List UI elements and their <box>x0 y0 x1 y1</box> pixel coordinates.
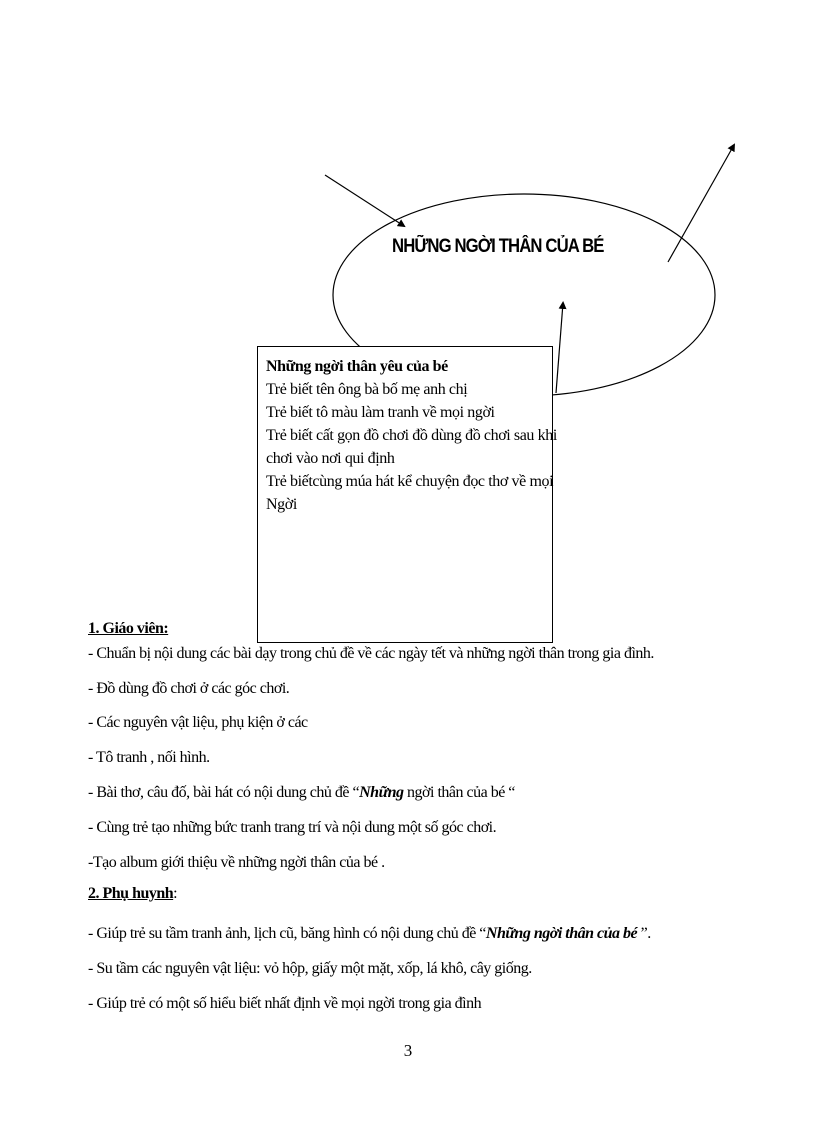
goal-line: Trẻ biết tô màu làm tranh về mọi ngời <box>266 404 495 421</box>
teacher-heading: 1. Giáo viên: <box>88 620 169 637</box>
teacher-item: - Tô tranh , nối hình. <box>88 749 210 766</box>
parents-item: - Giúp trẻ có một số hiểu biết nhất định về mọi ngời trong gia đình <box>88 995 482 1012</box>
teacher-item: - Chuẩn bị nội dung các bài dạy trong chủ đề về các ngày tết và những ngời thân trong gia đình. <box>88 645 654 662</box>
parents-text-before: - Giúp trẻ su tầm tranh ảnh, lịch cũ, băng hình có nội dung chủ đề “ <box>88 925 486 942</box>
goals-box <box>257 346 557 643</box>
oval-title: NHỮNG NGỜI THÂN CỦA BÉ <box>392 236 604 257</box>
teacher-item: -Tạo album giới thiệu về những ngời thân của bé . <box>88 854 385 871</box>
goal-line: chơi vào nơi qui định <box>266 450 395 467</box>
teacher-item: - Đồ dùng đồ chơi ở các góc chơi. <box>88 680 290 697</box>
goal-line: Trẻ biết tên ông bà bố mẹ anh chị <box>266 381 468 398</box>
parents-item: - Su tầm các nguyên vật liệu: vỏ hộp, giấy một mặt, xốp, lá khô, cây giống. <box>88 960 532 977</box>
goal-line: Trẻ biếtcùng múa hát kể chuyện đọc thơ về mọi <box>266 473 554 490</box>
poem-text-before: - Bài thơ, câu đố, bài hát có nội dung chủ đề “ <box>88 784 360 801</box>
goal-line: Trẻ biết cất gọn đồ chơi đồ dùng đồ chơi sau khi <box>266 427 557 444</box>
goal-line: Ngời <box>266 496 297 513</box>
teacher-item-poems <box>88 784 515 802</box>
parents-text-after: ”. <box>637 925 651 942</box>
teacher-item: - Các nguyên vật liệu, phụ kiện ở các <box>88 714 308 731</box>
poem-text-after: ngời thân của bé “ <box>403 784 515 801</box>
teacher-item: - Cùng trẻ tạo những bức tranh trang trí và nội dung một số góc chơi. <box>88 819 497 836</box>
parents-heading-line <box>88 885 177 903</box>
parents-item-collect <box>88 925 651 943</box>
goals-heading: Những ngời thân yêu của bé <box>266 358 448 375</box>
page-number: 3 <box>403 1041 413 1060</box>
arrow-right-top <box>668 145 734 262</box>
arrow-left-top <box>325 175 404 226</box>
parents-heading: 2. Phụ huynh <box>88 885 174 902</box>
parents-heading-colon: : <box>173 885 178 902</box>
arrow-bottom-center <box>556 303 563 393</box>
parents-text-emphasis: Những ngời thân của bé <box>485 925 638 942</box>
poem-text-emphasis: Những <box>359 784 404 801</box>
